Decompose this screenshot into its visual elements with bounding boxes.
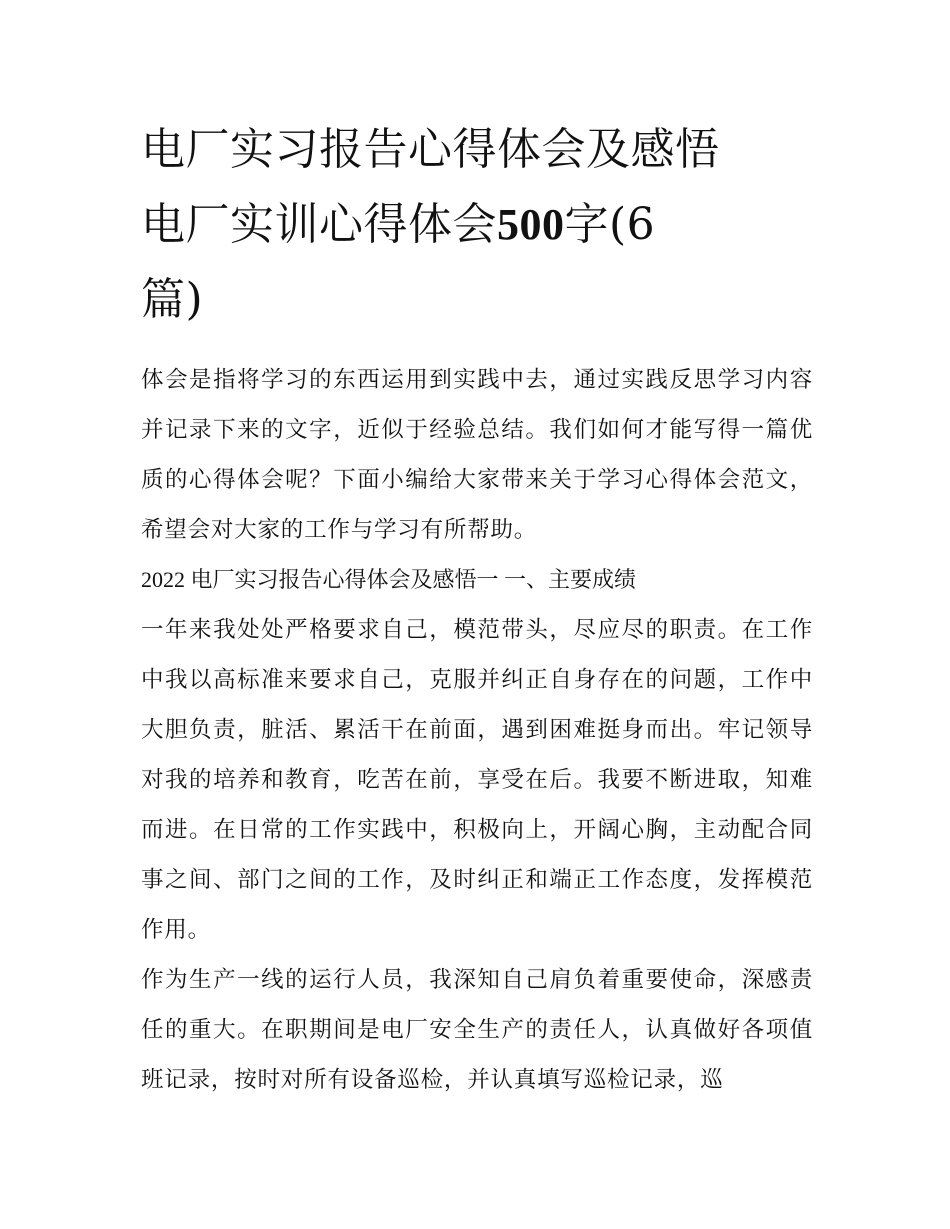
section-heading: 2022 电厂实习报告心得体会及感悟一 一、主要成绩: [141, 567, 637, 592]
title-line-2-number: 500: [497, 200, 565, 249]
title-line-3: 篇): [141, 274, 204, 325]
body-paragraph-1: 一年来我处处严格要求自己，模范带头，尽应尽的职责。在工作中我以高标准来要求自己，克服并纠正自身存在的问题，工作中大胆负责，脏活、累活干在前面，遇到困难挺身而出。牢记领导对我的培养和教育，吃苦在前，享受在后。我要不断进取，知难而进。在日常的工作实践中，积极向上，开阔心胸，主动配合同事之间、部门之间的工作，及时纠正和端正工作态度，发挥模范作用。: [141, 617, 813, 943]
intro-paragraph: 体会是指将学习的东西运用到实践中去，通过实践反思学习内容并记录下来的文字，近似于经验总结。我们如何才能写得一篇优质的心得体会呢？下面小编给大家带来关于学习心得体会范文，希望会对大家的工作与学习有所帮助。: [141, 367, 813, 543]
title-line-1: 电厂实习报告心得体会及感悟: [141, 124, 720, 175]
body-paragraph-2: 作为生产一线的运行人员，我深知自己肩负着重要使命，深感责任的重大。在职期间是电厂安全生产的责任人，认真做好各项值班记录，按时对所有设备巡检，并认真填写巡检记录，巡: [141, 967, 813, 1093]
title-line-2-text: 电厂实训心得体会: [141, 199, 497, 250]
title-line-2-suffix: 字(6: [564, 199, 656, 250]
document-title: [141, 112, 813, 337]
document-page: [141, 112, 813, 1105]
